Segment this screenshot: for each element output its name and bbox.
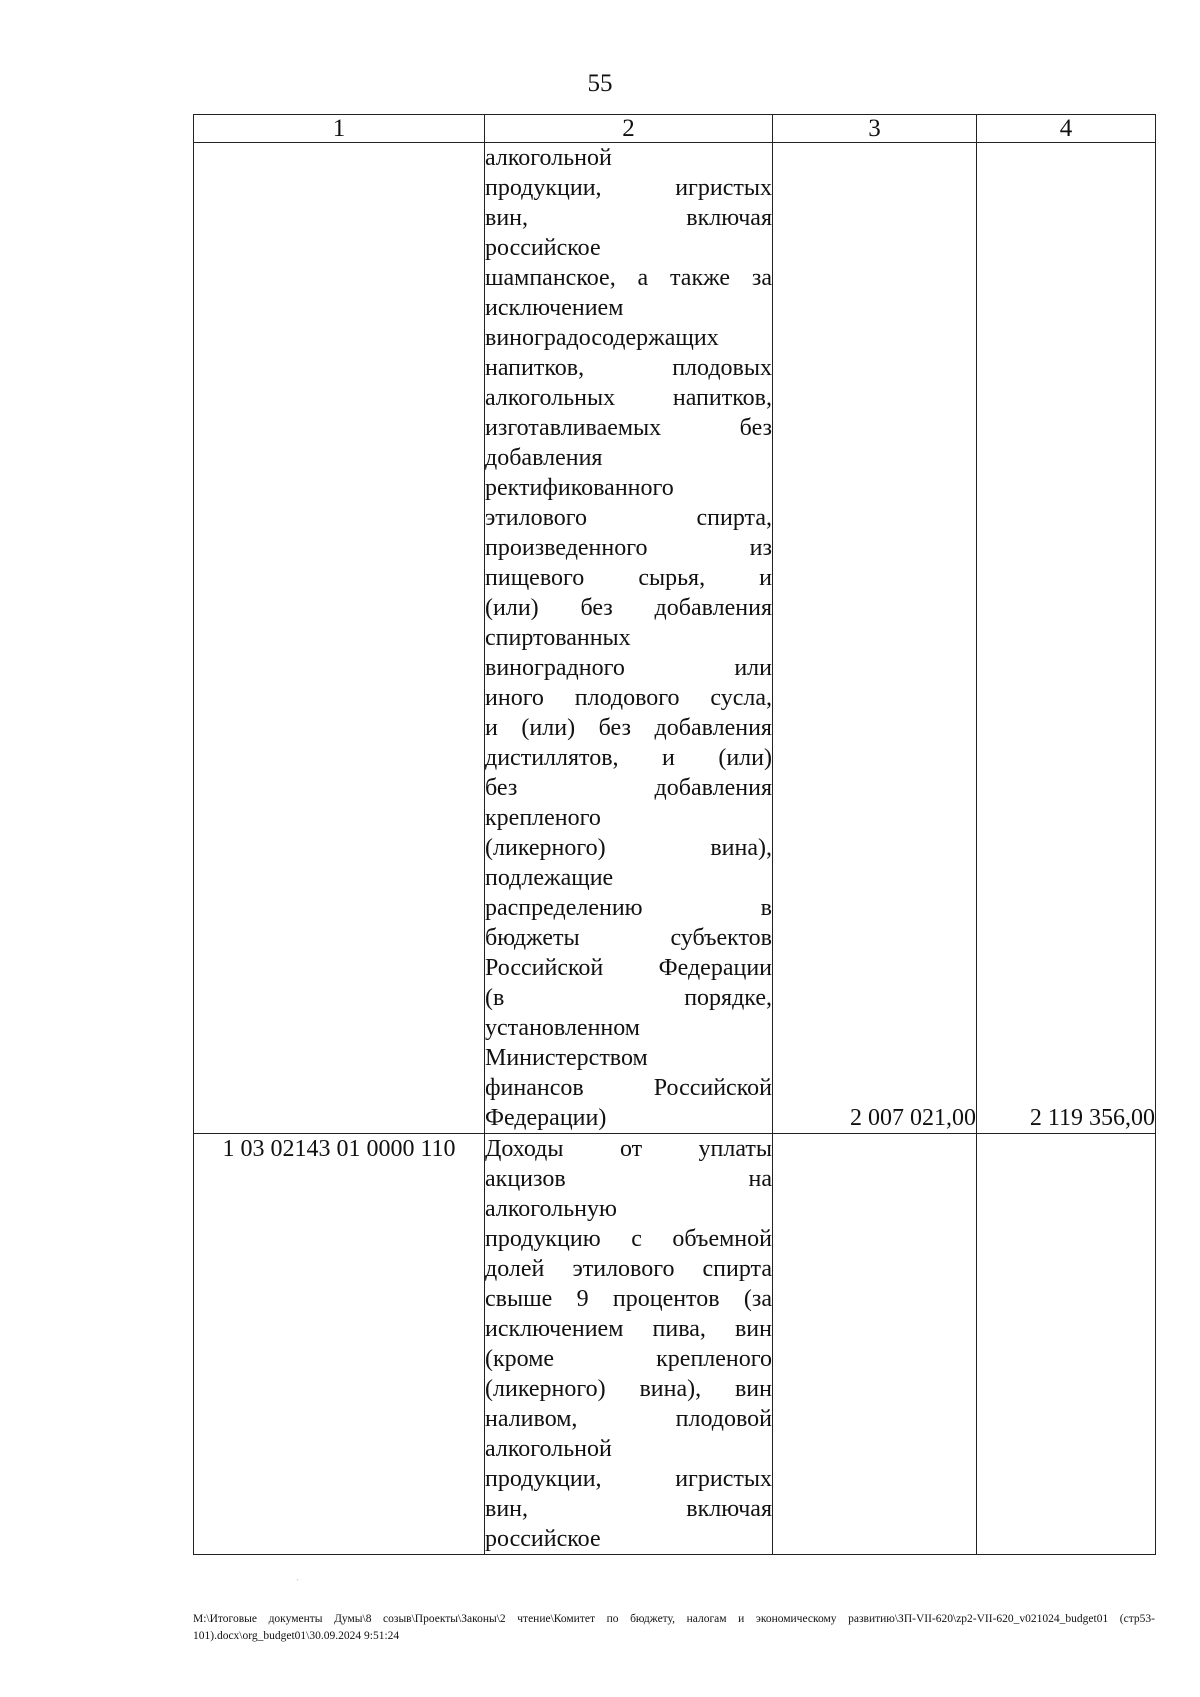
row-value-col3: 2 007 021,00 [773, 143, 977, 1134]
description-line: Федерации) [485, 1105, 607, 1131]
description-line: продукцию с объемной [485, 1226, 772, 1252]
description-line: алкогольных напитков, [485, 385, 772, 411]
description-lines [485, 143, 772, 1133]
description-line: вин, включая [485, 205, 772, 231]
description-line: и (или) без добавления [485, 715, 772, 741]
description-line: изготавливаемых без [485, 415, 772, 441]
description-line: этилового спирта, [485, 505, 772, 531]
description-line: наливом, плодовой [485, 1406, 772, 1432]
description-line: (в порядке, [485, 985, 772, 1011]
row-description [485, 143, 773, 1134]
description-line: (ликерного) вина), вин [485, 1376, 772, 1402]
column-header-4: 4 [977, 115, 1156, 143]
description-line: свыше 9 процентов (за [485, 1286, 772, 1312]
description-line: подлежащие [485, 865, 614, 891]
row-value-col4: 2 119 356,00 [977, 143, 1156, 1134]
description-line: крепленого [485, 805, 601, 831]
document-path-footer: М:\Итоговые документы Думы\8 созыв\Проекты\Законы\2 чтение\Комитет по бюджету, налогам и экономическому развитию\ЗП-VII-620\zp2-VII-620_v021024_budget01 (стр53-101).docx\org_budget01\30.09.2024 9:51:24 [193, 1613, 1155, 1642]
description-line: напитков, плодовых [485, 355, 772, 381]
description-line: Министерством [485, 1045, 648, 1071]
description-line: долей этилового спирта [485, 1256, 772, 1282]
page-number: 55 [587, 70, 613, 97]
description-line: добавления [485, 445, 603, 471]
description-line: виноградосодержащих [485, 325, 719, 351]
description-line: ректификованного [485, 475, 674, 501]
scan-speck: ˊ [296, 1578, 299, 1587]
budget-table [193, 114, 1156, 1555]
description-line: финансов Российской [485, 1075, 772, 1101]
description-line: (или) без добавления [485, 595, 772, 621]
description-line: бюджеты субъектов [485, 925, 772, 951]
description-line: Российской Федерации [485, 955, 772, 981]
description-line: иного плодового сусла, [485, 685, 772, 711]
description-line: произведенного из [485, 535, 772, 561]
description-line: российское [485, 1526, 601, 1552]
description-line: алкогольной [485, 1436, 612, 1462]
description-line: акцизов на [485, 1166, 772, 1192]
description-line: шампанское, а также за [485, 265, 772, 291]
description-line: исключением пива, вин [485, 1316, 772, 1342]
description-line: (кроме крепленого [485, 1346, 772, 1372]
description-line: Доходы от уплаты [485, 1136, 772, 1162]
row-value-col4 [977, 1134, 1156, 1555]
table-row [194, 143, 1156, 1134]
description-line: спиртованных [485, 625, 631, 651]
description-line: пищевого сырья, и [485, 565, 772, 591]
column-header-2: 2 [485, 115, 773, 143]
description-line: продукции, игристых [485, 175, 772, 201]
description-line: продукции, игристых [485, 1466, 772, 1492]
column-header-1: 1 [194, 115, 485, 143]
description-line: виноградного или [485, 655, 772, 681]
description-line: (ликерного) вина), [485, 835, 772, 861]
description-line: алкогольную [485, 1196, 617, 1222]
table-row [194, 1134, 1156, 1555]
description-line: дистиллятов, и (или) [485, 745, 772, 771]
description-line: установленном [485, 1015, 640, 1041]
description-line: без добавления [485, 775, 772, 801]
description-line: алкогольной [485, 145, 612, 171]
description-line: исключением [485, 295, 624, 321]
row-description [485, 1134, 773, 1555]
description-line: российское [485, 235, 601, 261]
description-lines [485, 1134, 772, 1554]
row-value-col3 [773, 1134, 977, 1555]
description-line: вин, включая [485, 1496, 772, 1522]
column-header-3: 3 [773, 115, 977, 143]
row-code [194, 143, 485, 1134]
row-code: 1 03 02143 01 0000 110 [194, 1134, 485, 1555]
description-line: распределению в [485, 895, 772, 921]
table-header-row [194, 115, 1156, 143]
